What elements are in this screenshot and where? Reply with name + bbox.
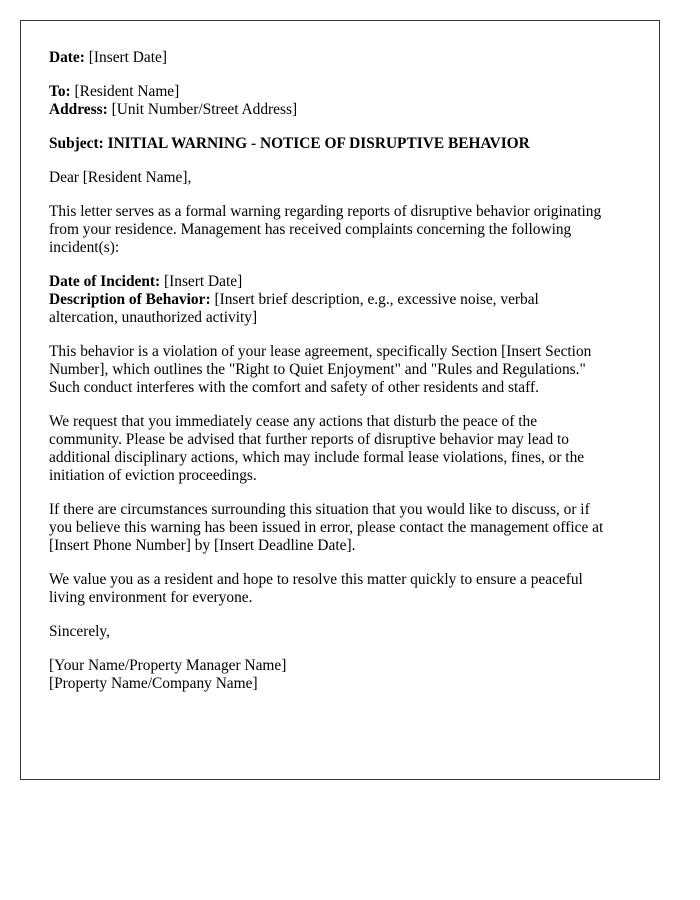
signature-name: [Your Name/Property Manager Name] — [49, 657, 287, 674]
violation-line: This behavior is a violation of your lease agreement, specifically Section [Insert Section — [49, 343, 592, 360]
recipient-block — [49, 83, 631, 119]
incident-description-label: Description of Behavior: — [49, 291, 211, 308]
sign-off: Sincerely, — [49, 623, 110, 640]
subject-label: Subject: — [49, 135, 104, 152]
incident-date-line — [49, 273, 631, 291]
intro-line: This letter serves as a formal warning regarding reports of disruptive behavior originating — [49, 203, 602, 220]
address-value: [Unit Number/Street Address] — [111, 101, 298, 118]
violation-paragraph — [49, 343, 631, 397]
contact-line: you believe this warning has been issued in error, please contact the management office at — [49, 519, 604, 536]
intro-paragraph — [49, 203, 631, 257]
salutation: Dear [Resident Name], — [49, 169, 192, 186]
closing-line: living environment for everyone. — [49, 589, 253, 606]
request-paragraph — [49, 413, 631, 485]
signature-company: [Property Name/Company Name] — [49, 675, 258, 692]
intro-line: from your residence. Management has received complaints concerning the following — [49, 221, 572, 238]
incident-details — [49, 273, 631, 327]
contact-paragraph — [49, 501, 631, 555]
date-line — [49, 49, 631, 67]
warning-letter — [20, 20, 660, 780]
contact-line: If there are circumstances surrounding this situation that you would like to discuss, or if — [49, 501, 590, 518]
address-line — [49, 101, 631, 119]
to-label: To: — [49, 83, 71, 100]
intro-line: incident(s): — [49, 239, 120, 256]
violation-line: Number], which outlines the "Right to Quiet Enjoyment" and "Rules and Regulations." — [49, 361, 586, 378]
subject-value: INITIAL WARNING - NOTICE OF DISRUPTIVE BEHAVIOR — [107, 135, 530, 152]
incident-description-continuation: altercation, unauthorized activity] — [49, 309, 258, 326]
date-label: Date: — [49, 49, 85, 66]
signature-block — [49, 657, 631, 693]
closing-paragraph — [49, 571, 631, 607]
to-line — [49, 83, 631, 101]
request-line: We request that you immediately cease any actions that disturb the peace of the — [49, 413, 538, 430]
incident-date-value: [Insert Date] — [164, 273, 243, 290]
violation-line: Such conduct interferes with the comfort and safety of other residents and staff. — [49, 379, 539, 396]
contact-line: [Insert Phone Number] by [Insert Deadline Date]. — [49, 537, 356, 554]
request-line: additional disciplinary actions, which may include formal lease violations, fines, or the — [49, 449, 585, 466]
closing-line: We value you as a resident and hope to resolve this matter quickly to ensure a peaceful — [49, 571, 583, 588]
incident-date-label: Date of Incident: — [49, 273, 161, 290]
address-label: Address: — [49, 101, 108, 118]
incident-description-value: [Insert brief description, e.g., excessive noise, verbal — [214, 291, 539, 308]
date-value: [Insert Date] — [88, 49, 167, 66]
to-value: [Resident Name] — [74, 83, 180, 100]
subject-line — [49, 135, 631, 153]
incident-description-line — [49, 291, 631, 309]
request-line: community. Please be advised that further reports of disruptive behavior may lead to — [49, 431, 569, 448]
request-line: initiation of eviction proceedings. — [49, 467, 257, 484]
